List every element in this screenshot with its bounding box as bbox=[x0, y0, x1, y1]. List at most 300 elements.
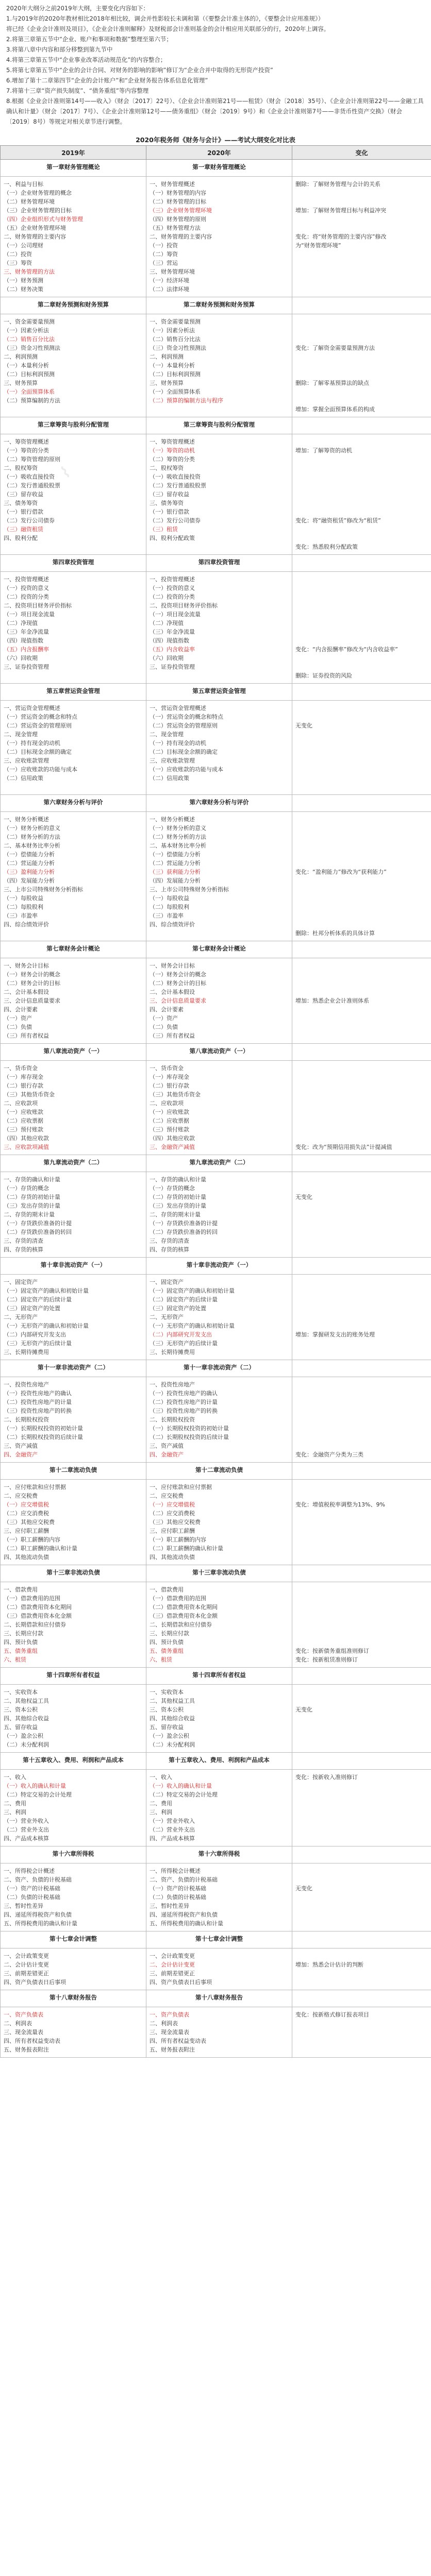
old-item: 三、财务管理的方法 bbox=[4, 268, 55, 275]
old-item: 二、长期股权投资 bbox=[4, 1416, 49, 1423]
change-note: 无变化 bbox=[295, 1885, 312, 1892]
change-note: 增加：掌握全面预算体系的构成 bbox=[295, 406, 375, 413]
new-item: 四、产品成本核算 bbox=[150, 1835, 195, 1842]
old-item: （二）职工薪酬的确认和计量 bbox=[4, 1545, 77, 1552]
cell-change bbox=[292, 1480, 431, 1565]
old-item: （二）存货跌价准备的转回 bbox=[4, 1229, 72, 1235]
new-item: 二、长期借款和应付债券 bbox=[150, 1621, 212, 1628]
old-item: （一）企业财务管理的概念 bbox=[4, 190, 72, 196]
change-note bbox=[295, 833, 428, 841]
cell-change bbox=[292, 1685, 431, 1753]
chapter-title-new: 第九章流动资产（二） bbox=[146, 1155, 292, 1172]
change-note bbox=[295, 1348, 428, 1357]
old-item: （一）银行借款 bbox=[4, 509, 43, 515]
change-note bbox=[295, 490, 428, 499]
new-item: （一）投资性房地产的确认 bbox=[150, 1390, 218, 1397]
old-item: 三、暂时性差异 bbox=[4, 1903, 43, 1909]
chapter-title-old: 第十五章收入、费用、利润和产品成本 bbox=[1, 1753, 146, 1770]
old-item: （一）持有现金的动机 bbox=[4, 740, 60, 747]
new-item: 二、应收款项 bbox=[150, 1100, 184, 1107]
change-note bbox=[295, 636, 428, 645]
new-item: 一、投资性房地产 bbox=[150, 1381, 195, 1388]
old-item: 三、长期待摊费用 bbox=[4, 1349, 49, 1355]
cell-new bbox=[146, 1863, 292, 1931]
chapter-content-row bbox=[1, 1685, 431, 1753]
old-item: （一）投资性房地产的确认 bbox=[4, 1390, 72, 1397]
new-item: （二）财务会计的目标 bbox=[150, 980, 206, 987]
cell-new bbox=[146, 434, 292, 555]
change-note bbox=[295, 499, 428, 507]
old-item: 四、递延所得税资产和负债 bbox=[4, 1911, 72, 1918]
new-item: （二）目标利润预测 bbox=[150, 371, 201, 378]
change-note bbox=[295, 1825, 428, 1834]
old-item: （一）公司理财 bbox=[4, 242, 43, 249]
change-note: 删除：杜邦分析体系的具体计算 bbox=[295, 930, 375, 937]
old-item: 五、债务重组 bbox=[4, 1648, 38, 1654]
old-item: （二）目标现金余额的确定 bbox=[4, 749, 72, 755]
old-item: 二、会计基本假设 bbox=[4, 989, 49, 995]
chapter-title-old: 第十六章所得税 bbox=[1, 1846, 146, 1863]
chapter-title-change bbox=[292, 1668, 431, 1685]
cell-change bbox=[292, 1770, 431, 1846]
new-item: （五）财务管理方法 bbox=[150, 225, 201, 231]
change-note bbox=[295, 859, 428, 868]
new-item: （二）财务分析的方法 bbox=[150, 834, 206, 840]
old-item: 二、股权筹资 bbox=[4, 465, 38, 471]
cell-new bbox=[146, 314, 292, 417]
old-item: （一）营运资金的概念和特点 bbox=[4, 714, 77, 720]
chapter-title-row bbox=[1, 1155, 431, 1172]
chapter-title-row bbox=[1, 1565, 431, 1582]
old-item: （二）银行存款 bbox=[4, 1082, 43, 1089]
old-item: 六、租赁 bbox=[4, 1656, 26, 1663]
chapter-title-old: 第五章营运资金管理 bbox=[1, 684, 146, 701]
old-item: （一）财务会计的概念 bbox=[4, 971, 60, 978]
cell-change bbox=[292, 2007, 431, 2058]
new-item: （二）应交消费税 bbox=[150, 1510, 195, 1517]
new-item: （二）存货跌价准备的转回 bbox=[150, 1229, 218, 1235]
chapter-content-row bbox=[1, 812, 431, 941]
old-item: 三、存货的清查 bbox=[4, 1238, 43, 1244]
change-note: 删除：证券投资的风险 bbox=[295, 672, 352, 679]
old-item: （四）企业组织形式与财务管理 bbox=[4, 216, 83, 223]
cell-change bbox=[292, 1172, 431, 1258]
change-note bbox=[295, 1732, 428, 1740]
new-item: 四、递延所得税资产和负债 bbox=[150, 1911, 218, 1918]
change-note: 无变化 bbox=[295, 722, 312, 729]
chapter-title-new: 第八章流动资产（一） bbox=[146, 1044, 292, 1061]
old-item: （二）财务分析的方法 bbox=[4, 834, 60, 840]
change-note bbox=[295, 455, 428, 464]
new-item: （二）长期股权投资的后续计量 bbox=[150, 1434, 229, 1440]
chapter-title-old: 第一章财务管理概论 bbox=[1, 160, 146, 177]
change-note bbox=[295, 610, 428, 619]
old-item: （三）投资性房地产的转换 bbox=[4, 1408, 72, 1414]
change-note bbox=[295, 1808, 428, 1817]
chapter-title-new: 第四章投资管理 bbox=[146, 555, 292, 572]
old-item: 四、金融资产 bbox=[4, 1451, 38, 1458]
old-item: 四、股利分配 bbox=[4, 535, 38, 541]
new-item: 三、利润 bbox=[150, 1809, 172, 1816]
change-note bbox=[295, 1492, 428, 1500]
change-note bbox=[295, 1398, 428, 1406]
new-item: 三、债务筹资 bbox=[150, 500, 184, 506]
chapter-title-old: 第十四章所有者权益 bbox=[1, 1668, 146, 1685]
new-item: （二）未分配利润 bbox=[150, 1741, 195, 1748]
old-item: 四、综合绩效评价 bbox=[4, 921, 49, 928]
old-item: 四、其他流动负债 bbox=[4, 1554, 49, 1561]
cell-new bbox=[146, 1061, 292, 1155]
change-note bbox=[295, 601, 428, 610]
change-note bbox=[295, 903, 428, 911]
new-item: 三、长期应付款 bbox=[150, 1630, 189, 1637]
old-item: 五、留存收益 bbox=[4, 1724, 38, 1731]
new-item: （一）吸收直接投资 bbox=[150, 473, 201, 480]
cell-change bbox=[292, 434, 431, 555]
change-note bbox=[295, 1790, 428, 1799]
header-change: 变化 bbox=[292, 146, 431, 160]
chapter-title-old: 第十三章非流动负债 bbox=[1, 1565, 146, 1582]
old-item: （一）投资的意义 bbox=[4, 585, 49, 591]
change-note bbox=[295, 1483, 428, 1492]
change-note bbox=[295, 1321, 428, 1330]
old-item: （一）吸收直接投资 bbox=[4, 473, 55, 480]
old-item: （一）职工薪酬的内容 bbox=[4, 1536, 60, 1543]
change-note bbox=[295, 317, 428, 326]
new-item: 四、会计要素 bbox=[150, 1006, 184, 1013]
chapter-title-row bbox=[1, 297, 431, 314]
change-note: 变化：增值税税率调整为13%、9% bbox=[295, 1501, 385, 1508]
old-item: （二）未分配利润 bbox=[4, 1741, 49, 1748]
change-note bbox=[295, 663, 428, 671]
new-item: （二）职工薪酬的确认和计量 bbox=[150, 1545, 223, 1552]
change-note bbox=[295, 1023, 428, 1031]
chapter-content-row bbox=[1, 2007, 431, 2058]
new-item: （一）收入的确认和计量 bbox=[150, 1783, 212, 1789]
old-item: （一）资产 bbox=[4, 1015, 32, 1022]
new-item: （二）营运资金的管理原则 bbox=[150, 722, 218, 729]
new-item: 二、股权筹资 bbox=[150, 465, 184, 471]
cell-new bbox=[146, 958, 292, 1044]
old-item: （一）每股收益 bbox=[4, 895, 43, 902]
old-item: 二、应交税费 bbox=[4, 1493, 38, 1499]
old-item: 一、借款费用 bbox=[4, 1586, 38, 1593]
chapter-title-new: 第一章财务管理概论 bbox=[146, 160, 292, 177]
cell-old bbox=[1, 701, 146, 795]
new-item: （一）项目现金流量 bbox=[150, 611, 201, 618]
change-note: 增加：了解筹资的动机 bbox=[295, 447, 352, 454]
new-item: （一）财务分析的意义 bbox=[150, 825, 206, 832]
change-note bbox=[295, 1723, 428, 1732]
new-item: （一）职工薪酬的内容 bbox=[150, 1536, 206, 1543]
new-item: （三）所有者权益 bbox=[150, 1032, 195, 1039]
old-item: （一）资产的计税基础 bbox=[4, 1885, 60, 1892]
old-item: 四、所有者权益变动表 bbox=[4, 2038, 60, 2044]
change-note bbox=[295, 1433, 428, 1442]
old-item: 一、资产负债表 bbox=[4, 2011, 43, 2018]
old-item: （三）盈利能力分析 bbox=[4, 869, 55, 875]
new-item: 五、财务报表附注 bbox=[150, 2046, 195, 2053]
new-item: （一）固定资产的确认和初始计量 bbox=[150, 1287, 235, 1294]
change-note bbox=[295, 1415, 428, 1424]
change-note bbox=[295, 654, 428, 663]
cell-change bbox=[292, 1582, 431, 1668]
old-item: （三）预付账款 bbox=[4, 1126, 43, 1133]
new-item: （三）其他应交税费 bbox=[150, 1519, 201, 1526]
new-item: （二）营业外支出 bbox=[150, 1826, 195, 1833]
old-item: 四、存货的核算 bbox=[4, 1246, 43, 1253]
change-note bbox=[295, 1714, 428, 1723]
change-note bbox=[295, 1380, 428, 1389]
old-item: （二）存货的初始计量 bbox=[4, 1194, 60, 1200]
chapter-title-new: 第十四章所有者权益 bbox=[146, 1668, 292, 1685]
change-note bbox=[295, 2028, 428, 2037]
intro-line: 2020年大纲分之前2019年大纲，主要变化内容如下： bbox=[6, 5, 150, 12]
old-item: （二）营运资金的管理原则 bbox=[4, 722, 72, 729]
change-note bbox=[295, 592, 428, 601]
header-new: 2020年 bbox=[146, 146, 292, 160]
old-item: （三）发出存货的计量 bbox=[4, 1202, 60, 1209]
new-item: 一、会计政策变更 bbox=[150, 1953, 195, 1959]
new-item: （一）筹资的动机 bbox=[150, 447, 195, 454]
new-item: （二）销售百分比法 bbox=[150, 336, 201, 343]
new-item: （一）存货跌价准备的计提 bbox=[150, 1220, 218, 1227]
chapter-title-old: 第十八章财务报告 bbox=[1, 1990, 146, 2007]
old-item: 三、长期应付款 bbox=[4, 1630, 43, 1637]
change-note: 变化：将“财务管理的主要内容”修改 bbox=[295, 233, 387, 240]
chapter-content-row bbox=[1, 958, 431, 1044]
old-item: （一）借款费用的范围 bbox=[4, 1595, 60, 1602]
chapter-title-old: 第十二章流动负债 bbox=[1, 1463, 146, 1480]
cell-old bbox=[1, 2007, 146, 2058]
change-note bbox=[295, 970, 428, 979]
new-item: （二）法律环境 bbox=[150, 286, 189, 293]
new-item: 一、货币资金 bbox=[150, 1065, 184, 1072]
change-note bbox=[295, 774, 428, 783]
old-item: （二）特定交易的会计处理 bbox=[4, 1791, 72, 1798]
new-item: （二）特定交易的会计处理 bbox=[150, 1791, 218, 1798]
cell-old bbox=[1, 434, 146, 555]
change-note bbox=[295, 748, 428, 756]
change-note bbox=[295, 1219, 428, 1228]
change-note bbox=[295, 1817, 428, 1825]
old-item: 一、会计政策变更 bbox=[4, 1953, 49, 1959]
old-item: （一）全面预算体系 bbox=[4, 388, 55, 395]
old-item: （二）内部研究开发支出 bbox=[4, 1331, 66, 1338]
old-item: （四）现值指数 bbox=[4, 637, 43, 644]
chapter-title-new: 第十六章所得税 bbox=[146, 1846, 292, 1863]
old-item: 一、投资性房地产 bbox=[4, 1381, 49, 1388]
old-item: （一）库存现金 bbox=[4, 1074, 43, 1080]
change-note bbox=[295, 1228, 428, 1236]
old-item: （一）应收账款 bbox=[4, 1109, 43, 1115]
chapter-title-row bbox=[1, 1044, 431, 1061]
new-item: 一、所得税会计概述 bbox=[150, 1868, 201, 1874]
change-note bbox=[295, 1799, 428, 1808]
old-item: （一）存货跌价准备的计提 bbox=[4, 1220, 72, 1227]
cell-old bbox=[1, 1480, 146, 1565]
change-note bbox=[295, 704, 428, 713]
new-item: 二、无形资产 bbox=[150, 1314, 184, 1320]
old-item: 四、会计要素 bbox=[4, 1006, 38, 1013]
new-item: （三）获利能力分析 bbox=[150, 869, 201, 875]
chapter-title-old: 第六章财务分析与评价 bbox=[1, 795, 146, 812]
change-note bbox=[295, 1406, 428, 1415]
chapter-content-row bbox=[1, 701, 431, 795]
comparison-table bbox=[0, 145, 431, 2058]
new-item: （一）长期股权投资的初始计量 bbox=[150, 1425, 229, 1432]
chapter-title-new: 第五章营运资金管理 bbox=[146, 684, 292, 701]
change-note: 删除：了解零基预算法的缺点 bbox=[295, 380, 369, 386]
change-note: 为“财务管理环境” bbox=[295, 242, 341, 249]
change-note bbox=[295, 841, 428, 850]
new-item: （二）借款费用资本化期间 bbox=[150, 1604, 218, 1611]
change-note bbox=[295, 1099, 428, 1108]
old-item: 四、资产负债表日后事项 bbox=[4, 1979, 66, 1986]
new-item: 二、资产、负债的计税基础 bbox=[150, 1876, 218, 1883]
old-item: 三、应付职工薪酬 bbox=[4, 1528, 49, 1534]
old-item: （五）内含报酬率 bbox=[4, 646, 49, 653]
cell-change bbox=[292, 177, 431, 297]
chapter-title-old: 第四章投资管理 bbox=[1, 555, 146, 572]
chapter-title-row bbox=[1, 1668, 431, 1685]
new-item: 一、资产负债表 bbox=[150, 2011, 189, 2018]
old-item: （三）筹资 bbox=[4, 260, 32, 266]
change-note: 变化：按新债务重组准则修订 bbox=[295, 1648, 369, 1654]
old-item: 二、其他权益工具 bbox=[4, 1698, 49, 1704]
old-item: （二）负债 bbox=[4, 1024, 32, 1030]
chapter-title-row bbox=[1, 1846, 431, 1863]
cell-old bbox=[1, 1377, 146, 1463]
change-note bbox=[295, 1612, 428, 1620]
chapter-title-row bbox=[1, 1990, 431, 2007]
new-item: （三）资金习性预测法 bbox=[150, 345, 206, 351]
cell-old bbox=[1, 812, 146, 941]
change-note bbox=[295, 525, 428, 534]
change-note bbox=[295, 1867, 428, 1875]
old-item: 一、投资管理概述 bbox=[4, 576, 49, 583]
change-note: 变化：将“融资租赁”修改为“租赁” bbox=[295, 517, 381, 524]
cell-change bbox=[292, 1948, 431, 1990]
new-item: （二）投资性房地产的计量 bbox=[150, 1399, 218, 1405]
old-item: （二）财务决策 bbox=[4, 286, 43, 293]
chapter-title-change bbox=[292, 417, 431, 434]
change-note bbox=[295, 1893, 428, 1902]
new-item: （四）财务管理的原则 bbox=[150, 216, 206, 223]
change-note bbox=[295, 1125, 428, 1134]
new-item: 二、现金管理 bbox=[150, 731, 184, 738]
new-item: 三、应付职工薪酬 bbox=[150, 1528, 195, 1534]
chapter-title-change bbox=[292, 1463, 431, 1480]
change-note bbox=[295, 464, 428, 472]
cell-change bbox=[292, 701, 431, 795]
chapter-title-old: 第二章财务预测和财务预算 bbox=[1, 297, 146, 314]
new-item: （一）库存现金 bbox=[150, 1074, 189, 1080]
old-item: （二）财务管理环境 bbox=[4, 198, 55, 205]
chapter-title-new: 第十二章流动负债 bbox=[146, 1463, 292, 1480]
new-item: 二、长期股权投资 bbox=[150, 1416, 195, 1423]
chapter-title-change bbox=[292, 1258, 431, 1275]
old-item: （三）资金习性预测法 bbox=[4, 345, 60, 351]
new-item: 一、筹资管理概述 bbox=[150, 438, 195, 445]
intro-line: 4.将第三章第五节中“企业事业改革活动规范化”的内容整合； bbox=[6, 56, 167, 63]
old-item: 五、所得税费用的确认和计量 bbox=[4, 1920, 77, 1927]
change-note bbox=[295, 756, 428, 765]
chapter-title-row bbox=[1, 1931, 431, 1948]
new-item: （一）应交增值税 bbox=[150, 1501, 195, 1508]
cell-new bbox=[146, 1770, 292, 1846]
new-item: 四、资产负债表日后事项 bbox=[150, 1979, 212, 1986]
chapter-title-old: 第九章流动资产（二） bbox=[1, 1155, 146, 1172]
new-item: （一）应收账款 bbox=[150, 1109, 189, 1115]
old-item: （一）应交增值税 bbox=[4, 1501, 49, 1508]
old-item: （二）固定资产的后续计量 bbox=[4, 1296, 72, 1303]
old-item: （二）借款费用资本化期间 bbox=[4, 1604, 72, 1611]
old-item: 三、资本公积 bbox=[4, 1706, 38, 1713]
new-item: 二、利润预测 bbox=[150, 353, 184, 360]
change-note bbox=[295, 1389, 428, 1398]
change-note bbox=[295, 765, 428, 774]
change-note bbox=[295, 2045, 428, 2054]
new-item: （一）银行借款 bbox=[150, 509, 189, 515]
old-item: 四、预计负债 bbox=[4, 1639, 38, 1646]
new-item: 二、应交税费 bbox=[150, 1493, 184, 1499]
old-item: （二）营运能力分析 bbox=[4, 860, 55, 867]
chapter-content-row bbox=[1, 314, 431, 417]
new-item: （四）其他应收款 bbox=[150, 1135, 195, 1142]
intro-line: 3.将第八章中内容和部分移整到第九节中 bbox=[6, 46, 113, 53]
change-note bbox=[295, 1304, 428, 1313]
chapter-title-new: 第二章财务预测和财务预算 bbox=[146, 297, 292, 314]
old-item: （二）目标利润预测 bbox=[4, 371, 55, 378]
old-item: （三）借款费用资本化金额 bbox=[4, 1613, 72, 1619]
chapter-content-row bbox=[1, 1377, 431, 1463]
cell-change bbox=[292, 1377, 431, 1463]
chapter-title-row bbox=[1, 795, 431, 812]
old-item: （一）无形资产的确认和初始计量 bbox=[4, 1323, 89, 1329]
cell-new bbox=[146, 1480, 292, 1565]
new-item: 四、综合绩效评价 bbox=[150, 921, 195, 928]
chapter-title-change bbox=[292, 1155, 431, 1172]
chapter-title-old: 第十一章非流动资产（二） bbox=[1, 1360, 146, 1377]
old-item: （三）固定资产的处置 bbox=[4, 1305, 60, 1312]
old-item: 二、投资项目财务评价指标 bbox=[4, 602, 72, 609]
chapter-title-change bbox=[292, 1990, 431, 2007]
old-item: 二、长期借款和应付债券 bbox=[4, 1621, 66, 1628]
chapter-title-row bbox=[1, 1753, 431, 1770]
old-item: （一）财务分析的意义 bbox=[4, 825, 60, 832]
change-note bbox=[295, 1175, 428, 1184]
new-item: （三）企业财务管理环境 bbox=[150, 207, 212, 214]
old-item: （三）融资租赁 bbox=[4, 526, 43, 533]
new-item: （二）每股股利 bbox=[150, 904, 189, 910]
old-item: 二、财务管理的主要内容 bbox=[4, 233, 66, 240]
old-item: （五）企业财务管理环境 bbox=[4, 225, 66, 231]
new-item: 二、存货的期末计量 bbox=[150, 1211, 201, 1218]
cell-change bbox=[292, 314, 431, 417]
old-item: （三）年金净流量 bbox=[4, 629, 49, 635]
new-item: 一、投资管理概述 bbox=[150, 576, 195, 583]
old-item: （一）收入的确认和计量 bbox=[4, 1783, 66, 1789]
old-item: 三、财务预算 bbox=[4, 380, 38, 386]
old-item: （一）项目现金流量 bbox=[4, 611, 55, 618]
new-item: 三、现金流量表 bbox=[150, 2029, 189, 2036]
cell-change bbox=[292, 572, 431, 684]
chapter-title-new: 第十八章财务报告 bbox=[146, 1990, 292, 2007]
old-item: 一、财务会计目标 bbox=[4, 962, 49, 969]
chapter-title-new: 第六章财务分析与评价 bbox=[146, 795, 292, 812]
cell-new bbox=[146, 1377, 292, 1463]
